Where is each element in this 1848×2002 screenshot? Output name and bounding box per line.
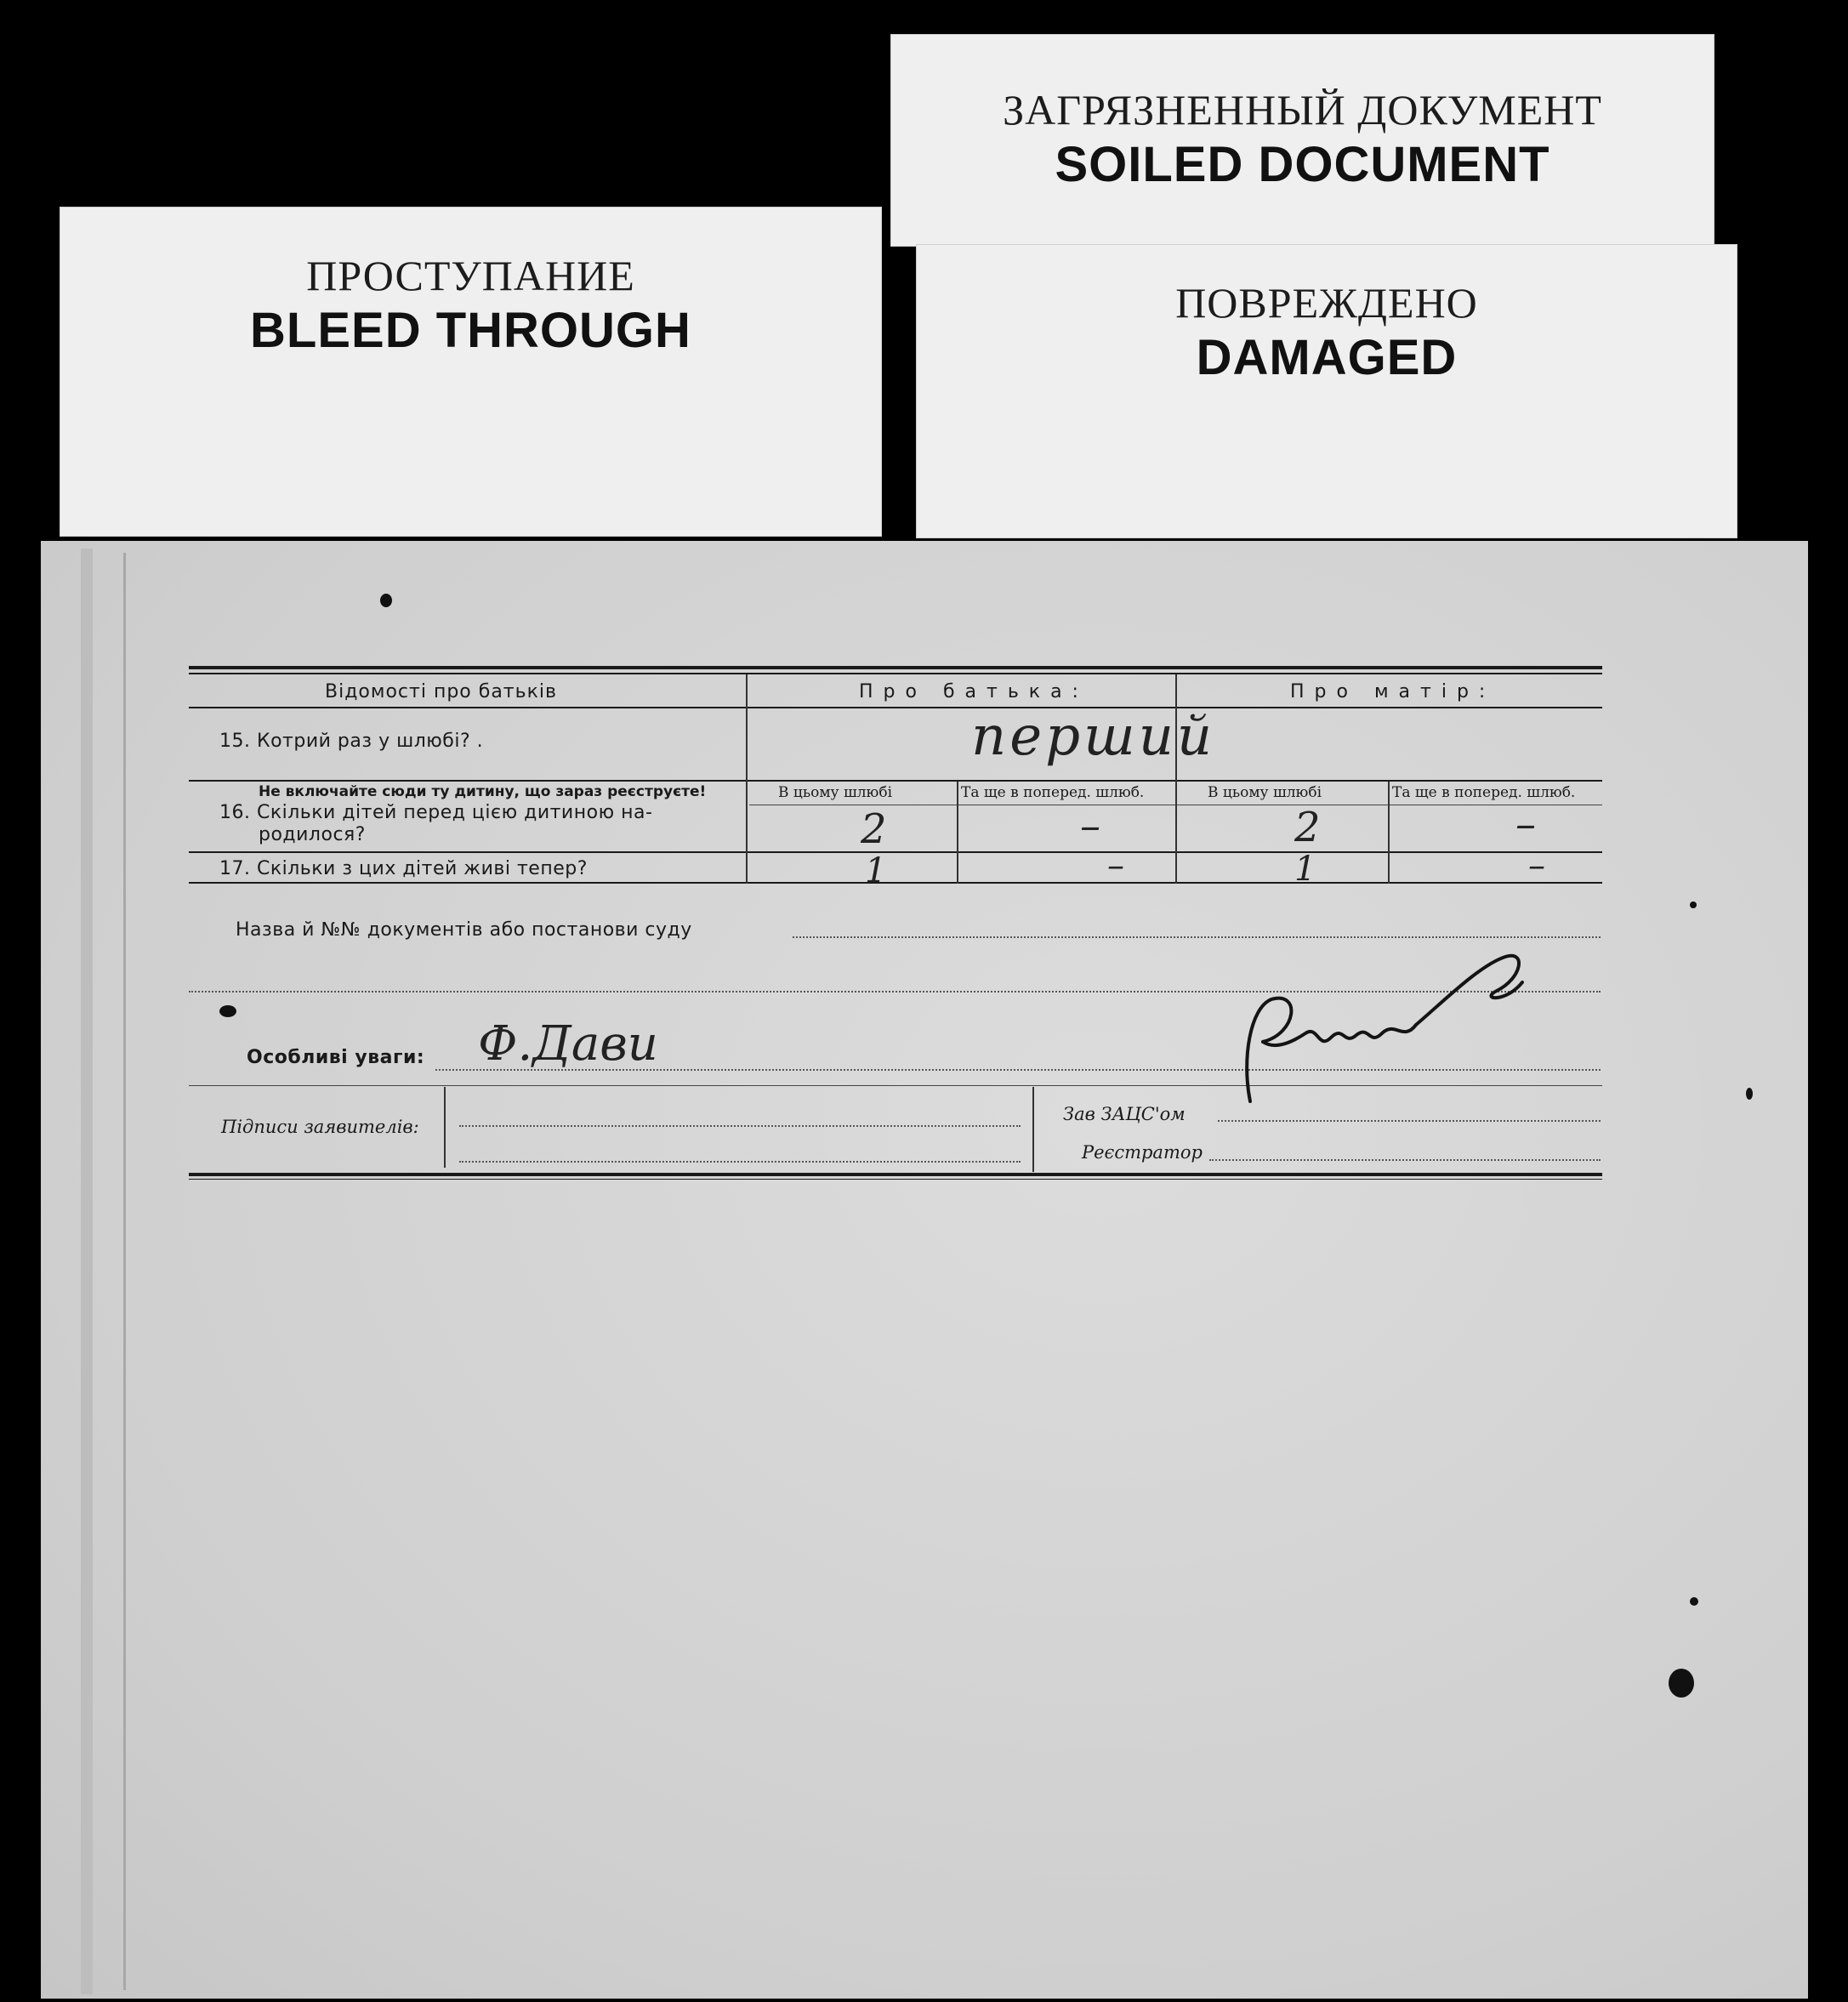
- registrar-signature: [1225, 940, 1548, 1127]
- q15-answer: перший: [971, 705, 1216, 768]
- q16-mother-prev: –: [1515, 800, 1536, 848]
- sheet-edge: [81, 549, 93, 1994]
- documents-dotted-line: [793, 936, 1601, 938]
- form-bottom-rule-thin: [189, 1179, 1602, 1180]
- row17-bottom-rule: [189, 882, 1602, 884]
- ink-spot: [380, 594, 392, 607]
- row16-bottom-rule: [189, 851, 1602, 853]
- q17-father-prev: –: [1107, 846, 1124, 885]
- form-top-rule-thin: [189, 673, 1602, 674]
- header-bottom-rule: [189, 707, 1602, 708]
- ink-spot: [1746, 1088, 1753, 1100]
- punch-hole: [1669, 1669, 1694, 1698]
- soiled-document-card: [890, 34, 1714, 247]
- bleed-through-ru: ПРОСТУПАНИЕ: [306, 252, 635, 299]
- special-notes-value: Ф.Дави: [478, 1016, 658, 1072]
- damaged-ru: ПОВРЕЖДЕНО: [1175, 279, 1478, 327]
- form-bottom-rule: [189, 1173, 1602, 1176]
- registrar-label: Реєстратор: [1082, 1142, 1203, 1163]
- q16-label-line2: родилося?: [259, 824, 366, 845]
- soiled-document-en: SOILED DOCUMENT: [1055, 137, 1550, 192]
- q16-father-prev: –: [1080, 802, 1100, 850]
- q17-mother-prev: –: [1528, 846, 1545, 885]
- bleed-through-card: [60, 207, 882, 537]
- q17-mother-this: 1: [1294, 850, 1316, 889]
- damaged-card: [916, 244, 1737, 538]
- ink-spot: [1690, 1597, 1698, 1606]
- soiled-document-ru: ЗАГРЯЗНЕННЫЙ ДОКУМЕНТ: [1003, 86, 1602, 134]
- applicant-signature-line: [459, 1161, 1021, 1163]
- header-parents: Відомості про батьків: [325, 681, 557, 702]
- q17-label: 17. Скільки з цих дітей живі тепер?: [219, 858, 588, 879]
- col-divider-parents: [746, 674, 748, 884]
- signature-divider: [444, 1087, 446, 1168]
- fold-line: [123, 553, 126, 1990]
- form-top-rule: [189, 666, 1602, 669]
- mother-this-marriage-header: В цьому шлюбі: [1208, 784, 1322, 801]
- father-this-marriage-header: В цьому шлюбі: [778, 784, 893, 801]
- q16-label-line1: 16. Скільки дітей перед цією дитиною на-: [219, 802, 653, 823]
- documents-label: Назва й №№ документів або постанови суду: [236, 919, 692, 941]
- father-prev-marriage-header: Та ще в поперед. шлюб.: [961, 784, 1145, 801]
- special-notes-label: Особливі уваги:: [247, 1047, 425, 1068]
- applicant-signature-line: [459, 1125, 1021, 1127]
- mother-prev-marriage-header: Та ще в поперед. шлюб.: [1392, 784, 1576, 801]
- damaged-en: DAMAGED: [1196, 330, 1458, 385]
- header-mother: Про матір:: [1290, 681, 1496, 702]
- col-divider-mother-sub: [1388, 782, 1390, 884]
- applicants-signatures-label: Підписи заявителів:: [221, 1117, 419, 1137]
- registrar-signature-line: [1209, 1159, 1601, 1161]
- head-of-registry-label: Зав ЗАЦС'ом: [1063, 1104, 1186, 1124]
- header-father: Про батька:: [859, 681, 1089, 702]
- col-divider-father-sub: [957, 782, 958, 884]
- ink-spot: [1690, 901, 1697, 908]
- q16-mother-this: 2: [1294, 804, 1321, 851]
- q16-father-this: 2: [861, 805, 887, 853]
- signature-divider: [1032, 1087, 1034, 1172]
- q16-note: Не включайте сюди ту дитину, що зараз реєструєте!: [259, 783, 707, 800]
- q15-label: 15. Котрий раз у шлюбі? .: [219, 731, 484, 752]
- bleed-through-en: BLEED THROUGH: [250, 303, 691, 358]
- q17-father-this: 1: [865, 851, 887, 890]
- row15-bottom-rule: [189, 780, 1602, 782]
